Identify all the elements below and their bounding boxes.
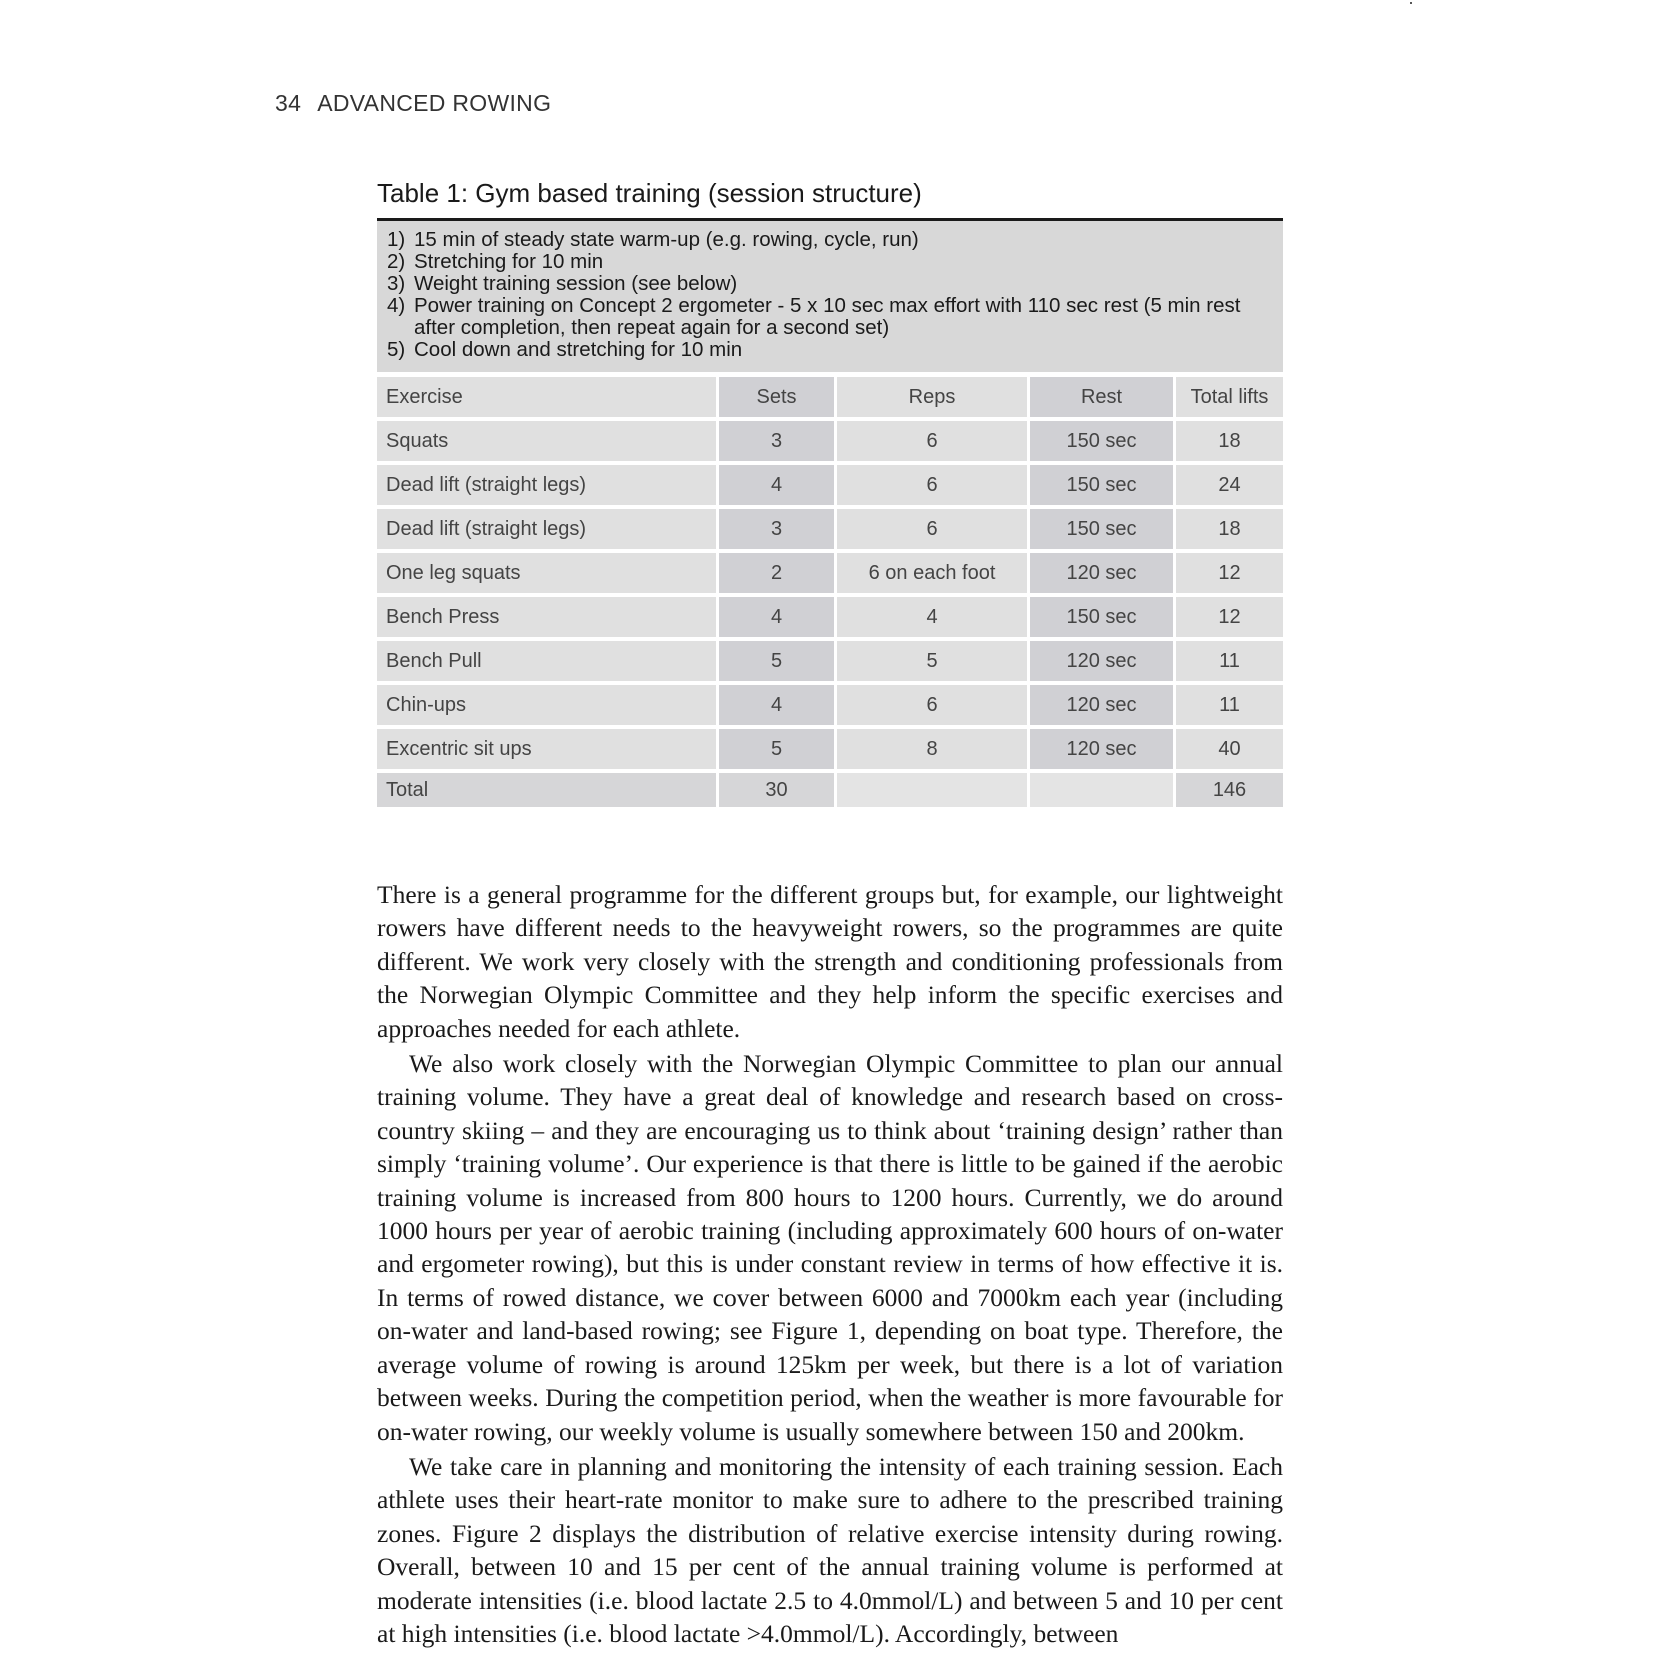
cell-sets: 4 (719, 465, 837, 509)
cell-rest: 120 sec (1030, 685, 1176, 729)
cell-reps: 6 (837, 685, 1030, 729)
cell-sets: 3 (719, 421, 837, 465)
cell-rest: 120 sec (1030, 641, 1176, 685)
cell-sets: 5 (719, 641, 837, 685)
session-step (387, 339, 1271, 361)
cell-total-sets: 30 (719, 773, 837, 807)
table-row (377, 597, 1283, 641)
body-text (377, 878, 1283, 1650)
column-header-rest: Rest (1030, 377, 1176, 421)
book-title: ADVANCED ROWING (317, 90, 552, 116)
cell-reps: 6 (837, 509, 1030, 553)
cell-reps: 4 (837, 597, 1030, 641)
cell-reps: 6 on each foot (837, 553, 1030, 597)
table-caption: Table 1: Gym based training (session structure) (377, 178, 922, 208)
step-text: Weight training session (see below) (414, 272, 738, 295)
cell-total-lifts: 18 (1176, 509, 1283, 553)
table-total-row (377, 773, 1283, 807)
cell-sets: 3 (719, 509, 837, 553)
table-header-row (377, 377, 1283, 421)
cell-total-lifts: 18 (1176, 421, 1283, 465)
table-row (377, 685, 1283, 729)
step-number: 1) (387, 228, 406, 251)
table-row (377, 553, 1283, 597)
session-step (387, 251, 1271, 273)
step-text: Stretching for 10 min (414, 250, 604, 273)
cell-total-lifts: 24 (1176, 465, 1283, 509)
cell-exercise: Dead lift (straight legs) (377, 465, 719, 509)
table-row (377, 729, 1283, 773)
cell-total-lifts-sum: 146 (1176, 773, 1283, 807)
paragraph: There is a general programme for the different groups but, for example, our lightweight rowers have different needs to the heavyweight rowers, so the programmes are quite different. We work very closely with the strength and conditioning professionals from the Norwegian Olympic Committee and they help inform the specific exercises and approaches needed for each athlete. (377, 880, 1283, 1043)
cell-sets: 4 (719, 685, 837, 729)
session-steps (377, 221, 1283, 372)
step-number: 5) (387, 338, 406, 361)
step-number: 4) (387, 294, 406, 317)
cell-reps: 8 (837, 729, 1030, 773)
page-number: 34 (275, 90, 302, 116)
cell-rest: 120 sec (1030, 553, 1176, 597)
cell-rest: 150 sec (1030, 421, 1176, 465)
cell-total-lifts: 12 (1176, 597, 1283, 641)
cell-sets: 5 (719, 729, 837, 773)
cell-total-lifts: 40 (1176, 729, 1283, 773)
cell-rest: 120 sec (1030, 729, 1176, 773)
cell-reps: 6 (837, 465, 1030, 509)
cell-sets: 4 (719, 597, 837, 641)
paragraph: We also work closely with the Norwegian Olympic Committee to plan our annual training volume. They have a great deal of knowledge and research based on cross-country skiing – and they are encouraging us to think about ‘training design’ rather than simply ‘training volume’. Our experience is that there is little to be gained if the aerobic training volume is increased from 800 hours to 1200 hours. Currently, we do around 1000 hours per year of aerobic training (including approximately 600 hours of on-water and ergometer rowing), but this is under constant review in terms of how effective it is. In terms of rowed distance, we cover between 6000 and 7000km each year (including on-water and land-based rowing; see Figure 1, depending on boat type. Therefore, the average volume of rowing is around 125km per week, but there is a lot of variation between weeks. During the competition period, when the weather is more favourable for on-water rowing, our weekly volume is usually somewhere between 150 and 200km. (377, 1049, 1283, 1446)
table-row (377, 641, 1283, 685)
column-header-exercise: Exercise (377, 377, 719, 421)
running-head (275, 90, 551, 117)
cell-total-lifts: 11 (1176, 641, 1283, 685)
cell-total-lifts: 11 (1176, 685, 1283, 729)
cell-exercise: Chin-ups (377, 685, 719, 729)
cell-exercise: Dead lift (straight legs) (377, 509, 719, 553)
cell-exercise: Bench Press (377, 597, 719, 641)
session-step (387, 295, 1271, 339)
cell-exercise: Excentric sit ups (377, 729, 719, 773)
exercise-table (377, 377, 1283, 807)
session-step (387, 273, 1271, 295)
column-header-sets: Sets (719, 377, 837, 421)
table-row (377, 421, 1283, 465)
cell-sets: 2 (719, 553, 837, 597)
step-number: 3) (387, 272, 406, 295)
cell-total-label: Total (377, 773, 719, 807)
cell-exercise: Bench Pull (377, 641, 719, 685)
cell-total-reps (837, 773, 1030, 807)
cell-total-rest (1030, 773, 1176, 807)
corner-mark (1410, 2, 1412, 4)
table-row (377, 465, 1283, 509)
step-text: Cool down and stretching for 10 min (414, 338, 743, 361)
cell-rest: 150 sec (1030, 597, 1176, 641)
cell-rest: 150 sec (1030, 465, 1176, 509)
table-row (377, 509, 1283, 553)
cell-rest: 150 sec (1030, 509, 1176, 553)
column-header-reps: Reps (837, 377, 1030, 421)
cell-reps: 6 (837, 421, 1030, 465)
paragraph: We take care in planning and monitoring the intensity of each training session. Each athlete uses their heart-rate monitor to make sure to adhere to the prescribed training zones. Figure 2 displays the distribution of relative exercise intensity during rowing. Overall, between 10 and 15 per cent of the annual training volume is performed at moderate intensities (i.e. blood lactate 2.5 to 4.0mmol/L) and between 5 and 10 per cent at high intensities (i.e. blood lactate >4.0mmol/L). Accordingly, between (377, 1451, 1283, 1648)
cell-exercise: One leg squats (377, 553, 719, 597)
step-number: 2) (387, 250, 406, 273)
step-text: Power training on Concept 2 ergometer - 5 x 10 sec max effort with 110 sec rest (5 min rest after completion, then repeat again for a second set) (414, 294, 1241, 339)
column-header-total-lifts: Total lifts (1176, 377, 1283, 421)
cell-reps: 5 (837, 641, 1030, 685)
session-step (387, 229, 1271, 251)
step-text: 15 min of steady state warm-up (e.g. rowing, cycle, run) (414, 228, 919, 251)
cell-exercise: Squats (377, 421, 719, 465)
cell-total-lifts: 12 (1176, 553, 1283, 597)
